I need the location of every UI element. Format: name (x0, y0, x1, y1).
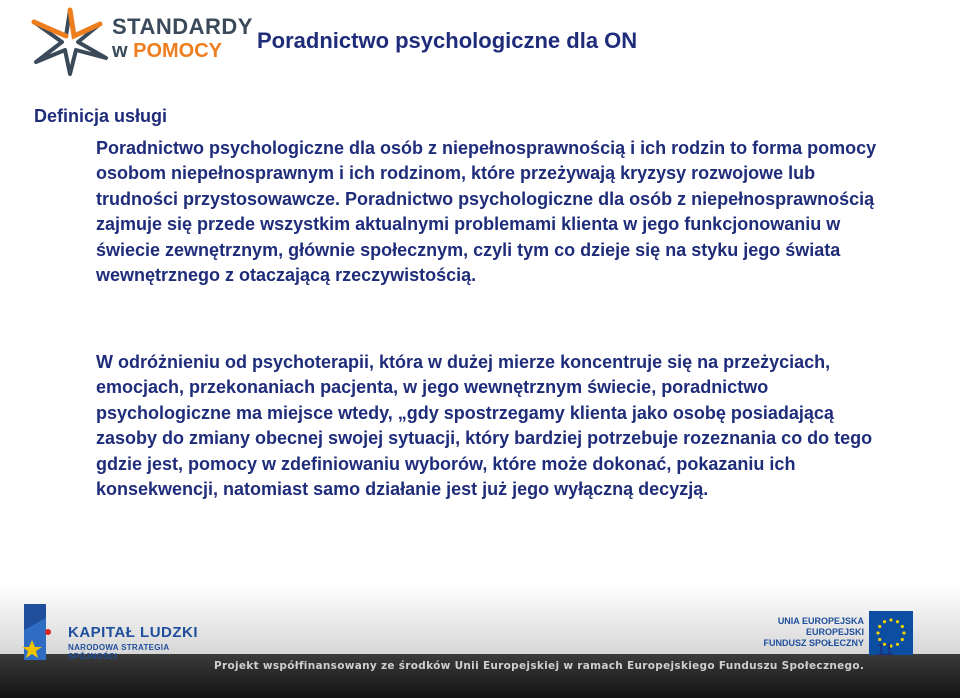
definition-paragraph-1: Poradnictwo psychologiczne dla osób z niepełnosprawnością i ich rodzin to forma pomocy osobom niepełnosprawnym i ich rodzinom, które przeżywają kryzysy rozwojowe lub trudności przystosowawcze. Poradnictwo psychologiczne dla osób z niepełnosprawnością zajmuje się przede wszystkim aktualnymi problemami klienta w jego funkcjonowaniu w świecie zewnętrznym, głównie społecznym, czyli tym co dzieje się na styku jego świata wewnętrznego z otaczającą rzeczywistością. (96, 138, 877, 286)
logo-text-pomocy (112, 40, 222, 63)
logo-text-w: w (112, 40, 128, 62)
footer (0, 584, 960, 698)
eu-line-1: UNIA EUROPEJSKA (777, 616, 864, 626)
kapital-ludzki-icon (18, 600, 58, 670)
header (0, 0, 960, 96)
standardy-logo-icon (30, 6, 110, 76)
cofunding-note: Projekt współfinansowany ze środków Unii Europejskiej w ramach Europejskiego Funduszu Społecznego. (214, 660, 865, 672)
page-number: 11 (876, 640, 894, 659)
standardy-logo (30, 6, 253, 76)
logo-text-pomocy-accent: POMOCY (133, 40, 223, 62)
section-heading: Definicja usługi (34, 106, 168, 126)
eu-line-3: FUNDUSZ SPOŁECZNY (763, 638, 864, 648)
kapital-ludzki-subtitle: NARODOWA STRATEGIA SPÓJNOŚCI (68, 643, 170, 661)
eu-line-2: EUROPEJSKI (805, 627, 864, 637)
definition-paragraph-2: W odróżnieniu od psychoterapii, która w dużej mierze koncentruje się na przeżyciach, emocjach, przekonaniach pacjenta, w jego wewnętrznym świecie, poradnictwo psychologiczne ma miejsce wtedy, „gdy spostrzegamy klienta jako osobę posiadającą zasoby do zmiany obecnej swojej sytuacji, który bardziej potrzebuje rozeznania co do tego gdzie jest, pomocy w zdefiniowaniu wyborów, które może dokonać, pokazaniu ich konsekwencji, natomiast samo działanie jest już jego wyłączną decyzją. (96, 352, 873, 500)
kapital-ludzki-title: KAPITAŁ LUDZKI (68, 624, 199, 641)
logo-text-standardy: STANDARDY (112, 14, 253, 39)
page-title: Poradnictwo psychologiczne dla ON (257, 28, 638, 53)
kapital-ludzki-logo (18, 600, 218, 670)
eu-fund-label (763, 616, 864, 649)
